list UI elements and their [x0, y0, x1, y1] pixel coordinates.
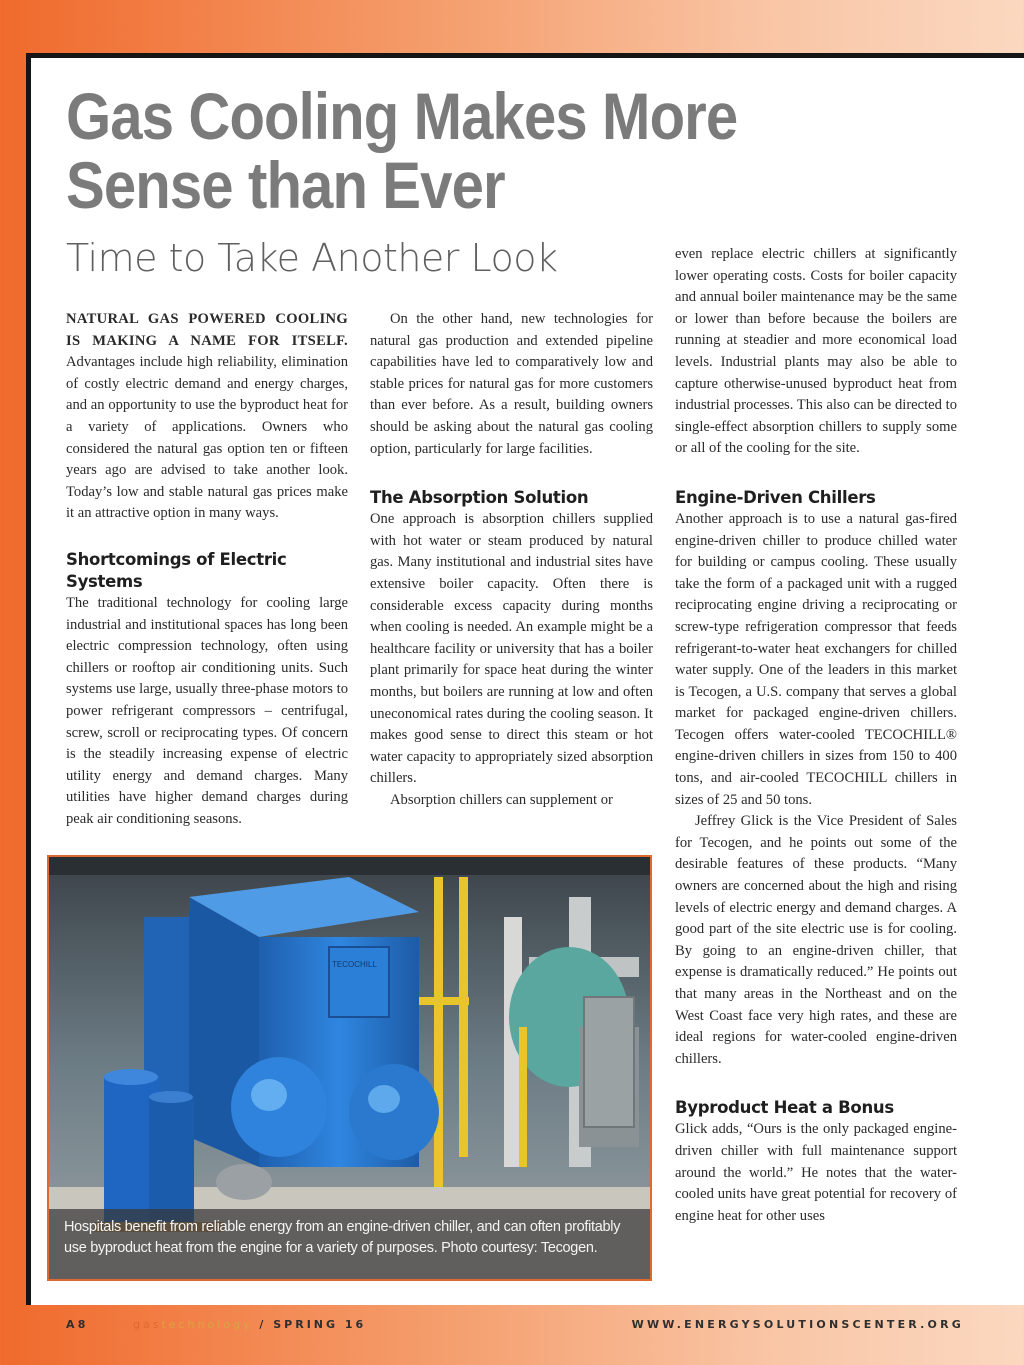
paragraph-replace-chillers: even replace electric chillers at significantly lower operating costs. Costs for boiler capacity and annual boiler maintenance may be the same or lower than before because the boilers are running at steadier and more economical load levels. Industrial plants may also be able to capture otherwise-unused byproduct heat from industrial processes. This also can be directed to single-effect absorption chillers to supply some or all of the cooling for the site.: [675, 246, 957, 457]
paragraph-glick-quote: Jeffrey Glick is the Vice President of Sales for Tecogen, and he points out some of the desirable features of these products. “Many owners are concerned about the high and rising levels of electric energy and demand charges. A good part of the site electric use is for cooling. By going to an engine-driven chiller, that expense is dramatically reduced.” He points out that many areas in the Northeast and on the West Coast face very high rates, and these are ideal regions for water-cooled engine-driven chillers.: [675, 813, 957, 1067]
page-number: A8: [66, 1318, 89, 1331]
paragraph-absorption-supplement: Absorption chillers can supplement or: [390, 791, 613, 808]
mag-technology: technology: [161, 1318, 253, 1331]
paragraph-absorption: One approach is absorption chillers supplied with hot water or steam produced by natural gas. Many institutional and industrial sites have extensive boiler capacity. Often there is considerable excess capacity during months when cooling is needed. An example might be a healthcare facility or university that has a boiler plant primarily for space heat during the winter months, but boilers are running at low and often uneconomical rates during the cooling season. It makes good sense to direct this steam or hot water capacity to appropriately sized absorption chillers.: [370, 511, 653, 787]
title-line-2: Sense than Ever: [66, 148, 505, 222]
tecochill-label: TECOCHILL: [332, 960, 377, 969]
text-column-3: [675, 244, 957, 1227]
paragraph-byproduct-heat: Glick adds, “Ours is the only packaged engine-driven chiller with full maintenance support around the world.” He notes that the water-cooled units have great potential for recovery of engine heat for other uses: [675, 1121, 957, 1224]
text-column-2: [370, 309, 653, 811]
paragraph-shortcomings: The traditional technology for cooling large industrial and institutional spaces has long been electric compression technology, often using chillers or rooftop air conditioning units. Such systems use large, usually three-phase motors to power refrigerant compressors – centrifugal, screw, scroll or reciprocating types. Of concern is the steadily increasing expense of electric utility energy and demand charges. Many utilities have higher demand charges during peak air conditioning seasons.: [66, 594, 348, 827]
text-column-1: [66, 309, 348, 830]
magazine-issue: [133, 1318, 366, 1331]
lead-in: NATURAL GAS POWERED COOLING IS MAKING A NAME FOR ITSELF.: [66, 311, 348, 349]
article-title: [66, 79, 858, 222]
article-subtitle: Time to Take Another Look: [66, 236, 558, 280]
heading-shortcomings: Shortcomings of Electric Systems: [66, 549, 287, 591]
intro-text: Advantages include high reliability, elimination of costly electric demand and energy charges, and an opportunity to use the byproduct heat for a variety of applications. Owners who considered the natural gas option ten or fifteen years ago are advised to take another look. Today’s low and stable natural gas prices make it an attractive option in many ways.: [66, 354, 348, 522]
title-line-1: Gas Cooling Makes More: [66, 79, 738, 153]
issue-label: / SPRING 16: [252, 1318, 367, 1331]
mag-gas: gas: [133, 1318, 162, 1331]
heading-engine-driven: Engine-Driven Chillers: [675, 487, 876, 507]
heading-absorption: The Absorption Solution: [370, 488, 589, 508]
heading-byproduct-heat: Byproduct Heat a Bonus: [675, 1098, 894, 1118]
photo-caption: Hospitals benefit from reliable energy from an engine-driven chiller, and can often profitably use byproduct heat from the engine for a variety of purposes. Photo courtesy: Tecogen.: [49, 1209, 650, 1279]
website-url[interactable]: WWW.ENERGYSOLUTIONSCENTER.ORG: [631, 1318, 964, 1331]
paragraph-engine-driven: Another approach is to use a natural gas-fired engine-driven chiller to produce chilled water for building or campus cooling. These usually take the form of a packaged unit with a rugged reciprocating engine driving a reciprocating or screw-type refrigeration compressor that feeds refrigerant-to-water heat exchangers for chilled water supply. One of the leaders in this market is Tecogen, a U.S. company that serves a global market for packaged engine-driven chillers. Tecogen offers water-cooled TECOCHILL® engine-driven chillers in sizes from 150 to 400 tons, and air-cooled TECOCHILL chillers in sizes of 25 and 50 tons.: [675, 510, 957, 808]
intro-paragraph: [66, 309, 348, 525]
chiller-photo: [47, 855, 652, 1281]
paragraph-new-technologies: On the other hand, new technologies for natural gas production and extended pipeline capabilities have led to comparatively low and stable prices for natural gas for more customers than ever before. As a result, building owners should be asking about the natural gas cooling option, particularly for large facilities.: [370, 311, 653, 457]
